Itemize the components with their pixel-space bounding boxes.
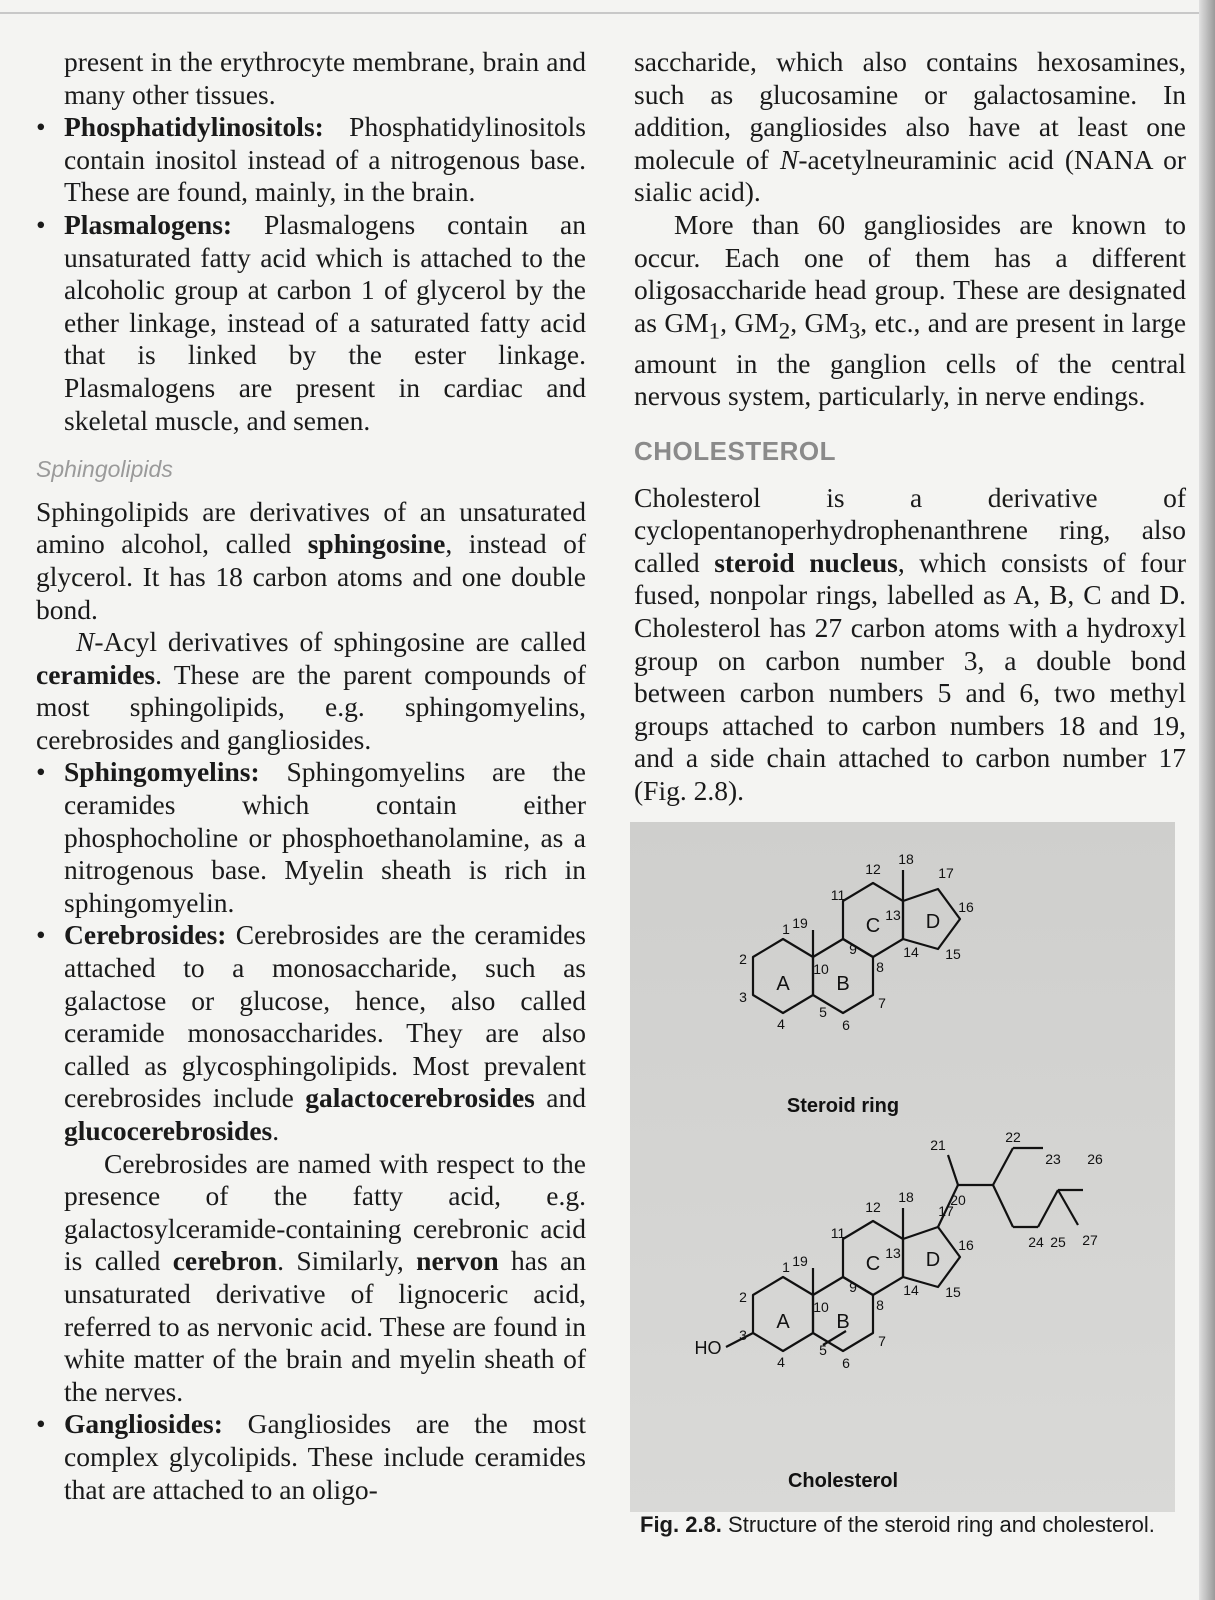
italic-term: N bbox=[779, 143, 799, 175]
text: Sphingolipids are derivatives of an unsaturated amino alcohol, called bbox=[36, 495, 586, 560]
cholesterol-atom-number-5: 5 bbox=[819, 1342, 827, 1358]
steroid-atom-number-13: 13 bbox=[885, 907, 901, 923]
text: Cholesterol is a derivative of cyclopentanoperhydrophenanthrene ring, also called bbox=[634, 481, 1186, 578]
cholesterol-atom-number-25: 25 bbox=[1050, 1234, 1066, 1250]
cholesterol-atom-number-9: 9 bbox=[849, 1279, 857, 1295]
cholesterol-atom-number-8: 8 bbox=[876, 1297, 884, 1313]
cholesterol-atom-number-13: 13 bbox=[885, 1245, 901, 1261]
text: . bbox=[272, 1115, 280, 1146]
cholesterol-ring-label-d: D bbox=[925, 1249, 941, 1271]
steroid-atom-number-17: 17 bbox=[938, 865, 954, 881]
cholesterol-atom-number-10: 10 bbox=[813, 1299, 829, 1315]
subscript: 2 bbox=[778, 318, 791, 344]
cholesterol-atom-number-23: 23 bbox=[1045, 1151, 1061, 1167]
steroid-atom-number-19: 19 bbox=[792, 915, 808, 931]
cholesterol-atom-number-24: 24 bbox=[1028, 1234, 1044, 1250]
steroid-atom-number-7: 7 bbox=[878, 995, 886, 1011]
text: . These are the parent compounds of most sphingolipids, e.g. sphingomyelins, cerebrosides and gangliosides. bbox=[36, 658, 586, 755]
cholesterol-atom-number-3: 3 bbox=[739, 1327, 747, 1343]
methyl-21 bbox=[948, 1155, 958, 1185]
bold-term: glucocerebrosides bbox=[64, 1115, 273, 1146]
cholesterol-atom-number-2: 2 bbox=[739, 1289, 747, 1305]
bold-term: cerebron bbox=[172, 1245, 278, 1277]
cholesterol-atom-number-11: 11 bbox=[830, 1225, 846, 1241]
italic-term: N bbox=[76, 626, 95, 658]
text: Cerebrosides are named with respect to the presence of the fatty acid, e.g. galactosylceramide-containing cerebronic acid is called bbox=[64, 1147, 586, 1277]
term: Sphingomyelins: bbox=[64, 756, 260, 788]
cholesterol-atom-number-26: 26 bbox=[1087, 1151, 1103, 1167]
cholesterol-atom-number-27: 27 bbox=[1082, 1232, 1098, 1248]
side-chain-bond bbox=[1038, 1190, 1058, 1227]
text: has an unsaturated derivative of lignoceric acid, referred to as nervonic acid. These are found in white matter of the brain and myelin sheath of the nerves. bbox=[64, 1245, 586, 1407]
steroid-atom-number-1: 1 bbox=[782, 921, 790, 937]
text: -Acyl derivatives of sphingosine are called bbox=[94, 626, 586, 658]
text: , instead of glycerol. It has 18 carbon atoms and one double bond. bbox=[36, 528, 587, 625]
sphingolipid-list bbox=[36, 756, 586, 1506]
steroid-ring-label-c: C bbox=[865, 915, 881, 937]
steroid-atom-number-10: 10 bbox=[813, 961, 829, 977]
bold-term: ceramides bbox=[36, 658, 156, 690]
cholesterol-paragraph bbox=[634, 482, 1186, 808]
list-item-cerebrosides bbox=[36, 919, 586, 1408]
text: . Similarly, bbox=[277, 1245, 417, 1277]
cholesterol-atom-number-12: 12 bbox=[865, 1199, 881, 1215]
steroid-atom-number-6: 6 bbox=[842, 1017, 850, 1033]
sphingolipids-heading: Sphingolipids bbox=[36, 456, 173, 483]
cholesterol-atom-number-1: 1 bbox=[782, 1259, 790, 1275]
text: , etc., and are present in large amount in the ganglion cells of the central nervous system, particularly, in nerve endings. bbox=[634, 306, 1187, 412]
term: Gangliosides: bbox=[64, 1408, 223, 1440]
continued-paragraph bbox=[634, 46, 1186, 209]
cholesterol-atom-number-15: 15 bbox=[945, 1284, 961, 1300]
text: saccharide, which also contains hexosamines, such as glucosamine or galactosamine. In addition, gangliosides also have at least one molecule of bbox=[634, 46, 1186, 175]
cholesterol-atom-number-17: 17 bbox=[938, 1203, 954, 1219]
term: Cerebrosides: bbox=[64, 919, 227, 951]
cerebrosides-paragraph bbox=[64, 1148, 586, 1409]
sphingolipids-paragraph bbox=[36, 496, 586, 626]
text: , GM bbox=[790, 306, 849, 338]
caption-text: Structure of the steroid ring and cholesterol. bbox=[721, 1512, 1155, 1537]
steroid-atom-number-8: 8 bbox=[876, 959, 884, 975]
list-item-sphingomyelins bbox=[36, 756, 586, 919]
steroid-ring-label: Steroid ring bbox=[786, 1095, 900, 1117]
nacyl-paragraph bbox=[36, 626, 586, 756]
subscript: 1 bbox=[708, 318, 721, 344]
text: , which consists of four fused, nonpolar rings, labelled as A, B, C and D. Cholesterol has 27 carbon atoms with a hydroxyl group on carbon number 3, a double bond between carbon numbers 5 and 6, two methyl groups attached to carbon numbers 18 and 19, and a side chain attached to carbon number 17 (Fig. 2.8). bbox=[634, 546, 1186, 806]
figure-panel bbox=[630, 822, 1175, 1512]
steroid-atom-number-9: 9 bbox=[849, 941, 857, 957]
cholesterol-atom-number-22: 22 bbox=[1005, 1129, 1021, 1145]
hydroxyl-label: HO bbox=[694, 1338, 722, 1358]
cholesterol-ring-label-a: A bbox=[776, 1311, 790, 1333]
cholesterol-atom-number-14: 14 bbox=[903, 1282, 919, 1298]
text: More than 60 gangliosides are known to occur. Each one of them has a different oligosaccharide head group. These are designated as GM bbox=[634, 208, 1186, 338]
cholesterol-atom-number-18: 18 bbox=[898, 1189, 914, 1205]
term: Plasmalogens: bbox=[64, 208, 233, 240]
list-item-phosphatidylinositols bbox=[36, 111, 586, 209]
text: , GM bbox=[720, 306, 779, 338]
definition: Gangliosides are the most complex glycolipids. These include ceramides that are attached to an oligo- bbox=[64, 1408, 586, 1505]
steroid-atom-number-3: 3 bbox=[739, 989, 747, 1005]
steroid-atom-number-15: 15 bbox=[945, 946, 961, 962]
steroid-atom-number-12: 12 bbox=[865, 861, 881, 877]
cholesterol-atom-number-6: 6 bbox=[842, 1355, 850, 1371]
steroid-atom-number-16: 16 bbox=[958, 899, 974, 915]
term: Phosphatidylinositols: bbox=[64, 111, 324, 143]
text: -acetylneuraminic acid (NANA or sialic acid). bbox=[634, 143, 1186, 208]
steroid-diagram bbox=[630, 822, 1175, 1512]
gangliosides-count-paragraph bbox=[634, 209, 1186, 413]
definition: Plasmalogens contain an unsaturated fatty acid which is attached to the alcoholic group at carbon 1 of glycerol by the ether linkage, instead of a saturated fatty acid that is linked by the ester linkage. Plasmalogens are present in cardiac and skeletal muscle, and semen. bbox=[64, 208, 586, 436]
caption-label: Fig. 2.8. bbox=[640, 1512, 722, 1537]
steroid-atom-number-11: 11 bbox=[830, 887, 846, 903]
list-item-gangliosides bbox=[36, 1408, 586, 1506]
cholesterol-atom-number-16: 16 bbox=[958, 1237, 974, 1253]
top-rule bbox=[0, 12, 1215, 14]
right-column bbox=[634, 46, 1186, 808]
steroid-atom-number-14: 14 bbox=[903, 944, 919, 960]
definition: Sphingomyelins are the ceramides which contain either phosphocholine or phosphoethanolamine, as a nitrogenous base. Myelin sheath is rich in sphingomyelin. bbox=[64, 756, 586, 918]
bold-term: sphingosine bbox=[307, 528, 446, 560]
cholesterol-atom-number-21: 21 bbox=[930, 1137, 946, 1153]
steroid-atom-number-2: 2 bbox=[739, 951, 747, 967]
cholesterol-ring-label-b: B bbox=[836, 1311, 850, 1333]
bold-term: steroid nucleus bbox=[714, 546, 898, 578]
list-item-plasmalogens bbox=[36, 209, 586, 437]
left-column bbox=[36, 46, 586, 1506]
bold-term: nervon bbox=[416, 1245, 499, 1277]
cholesterol-label: Cholesterol bbox=[787, 1470, 899, 1492]
figure-caption bbox=[640, 1510, 1185, 1540]
cholesterol-ring-label-c: C bbox=[865, 1253, 881, 1275]
text: and bbox=[534, 1082, 586, 1114]
cholesterol-atom-number-19: 19 bbox=[792, 1253, 808, 1269]
cholesterol-atom-number-4: 4 bbox=[777, 1354, 785, 1370]
definition: Cerebrosides are the ceramides attached to a monosaccharide, such as galactose or glucose, hence, also called ceramide monosaccharides. They are also called as glycosphingolipids. Most prevalent cerebrosides include bbox=[64, 919, 586, 1114]
cholesterol-atom-number-20: 20 bbox=[950, 1192, 966, 1208]
subscript: 3 bbox=[848, 318, 861, 344]
definition: Phosphatidylinositols contain inositol instead of a nitrogenous base. These are found, mainly, in the brain. bbox=[64, 111, 586, 208]
intro-paragraph: present in the erythrocyte membrane, brain and many other tissues. bbox=[64, 46, 586, 110]
side-chain-bond bbox=[993, 1148, 1013, 1185]
side-chain-bond bbox=[993, 1185, 1013, 1227]
bold-term: galactocerebrosides bbox=[305, 1082, 535, 1114]
steroid-atom-number-4: 4 bbox=[777, 1016, 785, 1032]
steroid-ring-label-a: A bbox=[776, 973, 790, 995]
cholesterol-heading: CHOLESTEROL bbox=[634, 436, 836, 467]
steroid-ring-label-b: B bbox=[836, 973, 850, 995]
steroid-atom-number-5: 5 bbox=[819, 1004, 827, 1020]
methyl-27 bbox=[1058, 1190, 1078, 1225]
phospholipid-list bbox=[36, 111, 586, 437]
page-edge-shadow bbox=[1199, 0, 1215, 1600]
cholesterol-atom-number-7: 7 bbox=[878, 1333, 886, 1349]
steroid-ring-label-d: D bbox=[925, 911, 941, 933]
steroid-atom-number-18: 18 bbox=[898, 851, 914, 867]
